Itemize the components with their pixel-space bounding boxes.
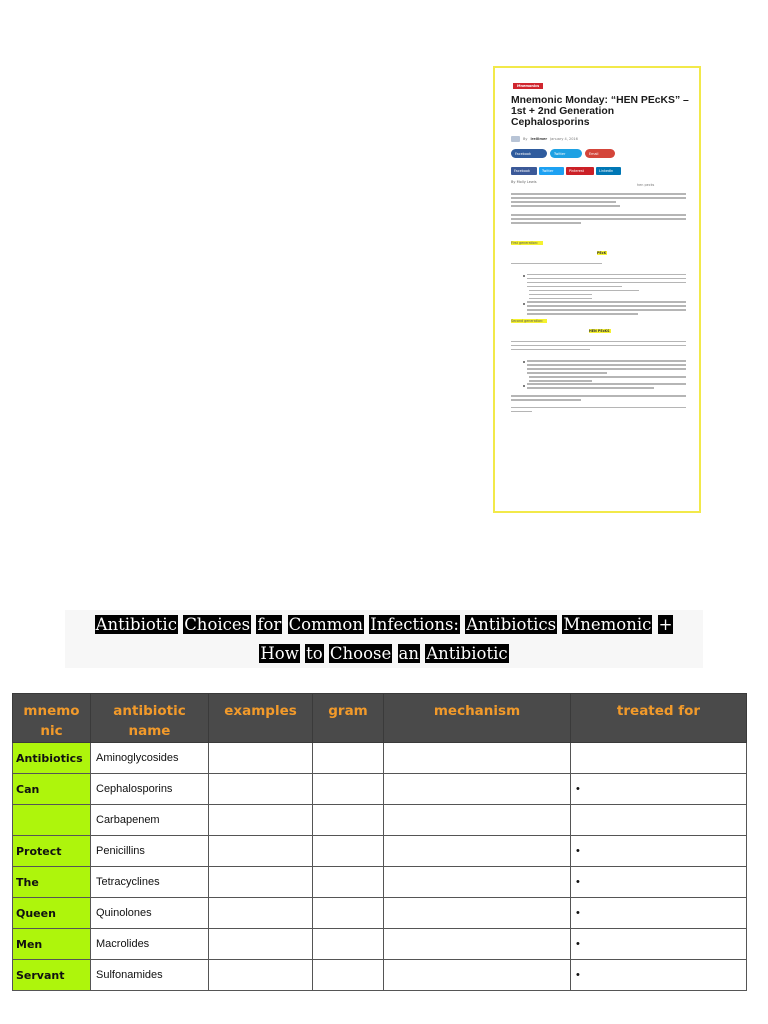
banner (65, 610, 703, 668)
mnemonic-cell: Queen (13, 898, 91, 929)
banner-word: an (398, 644, 419, 663)
email-chip[interactable]: Email (585, 149, 615, 158)
first-gen-mnemonic: PEcK (597, 250, 607, 255)
banner-word: for (257, 615, 282, 634)
share-buttons (511, 167, 686, 175)
table-row (13, 743, 747, 774)
header-treated-for: treated for (571, 694, 747, 743)
mnemonic-cell: Antibiotics (13, 743, 91, 774)
gram-cell[interactable] (313, 929, 384, 960)
table-row (13, 774, 747, 805)
treated-for-cell[interactable]: • (571, 898, 747, 929)
gram-cell[interactable] (313, 743, 384, 774)
mechanism-cell[interactable] (384, 805, 571, 836)
examples-cell[interactable] (209, 929, 313, 960)
byline: By Molly Lewis (511, 180, 537, 184)
banner-word: Choose (329, 644, 392, 663)
article-title[interactable]: Mnemonic Monday: “HEN PEcKS” – 1st + 2nd Generation Cephalosporins (511, 95, 689, 128)
examples-cell[interactable] (209, 898, 313, 929)
examples-cell[interactable] (209, 867, 313, 898)
mechanism-cell[interactable] (384, 929, 571, 960)
share-facebook-button[interactable]: Facebook (511, 167, 537, 175)
banner-word: + (658, 615, 673, 634)
second-gen-mnemonic: HEN PEcKS (589, 328, 610, 333)
banner-word: Antibiotics (466, 615, 557, 634)
gram-cell[interactable] (313, 774, 384, 805)
banner-word: How (260, 644, 299, 663)
treated-for-cell[interactable]: • (571, 960, 747, 991)
treated-for-cell[interactable] (571, 805, 747, 836)
table-row (13, 898, 747, 929)
mnemonic-cell: Protect (13, 836, 91, 867)
first-gen-heading: First generation: (511, 241, 543, 245)
treated-for-cell[interactable]: • (571, 867, 747, 898)
table-row (13, 836, 747, 867)
gram-cell[interactable] (313, 867, 384, 898)
banner-word: Common (288, 615, 363, 634)
second-gen-heading: Second generation: (511, 319, 547, 323)
article-meta (511, 136, 686, 142)
banner-title (65, 610, 703, 668)
table-header-row (13, 694, 747, 743)
antibiotic-name-cell: Penicillins (91, 836, 209, 867)
antibiotic-name-cell: Carbapenem (91, 805, 209, 836)
banner-word: Infections: (370, 615, 459, 634)
antibiotic-name-cell: Quinolones (91, 898, 209, 929)
mnemonic-cell: Servant (13, 960, 91, 991)
follow-chips (511, 149, 686, 158)
banner-word: Mnemonic (563, 615, 652, 634)
mnemonic-cell: Men (13, 929, 91, 960)
treated-for-cell[interactable]: • (571, 836, 747, 867)
banner-word: Antibiotic (95, 615, 177, 634)
treated-for-cell[interactable]: • (571, 774, 747, 805)
twitter-chip[interactable]: Twitter (550, 149, 582, 158)
examples-cell[interactable] (209, 836, 313, 867)
antibiotic-name-cell: Sulfonamides (91, 960, 209, 991)
antibiotic-name-cell: Macrolides (91, 929, 209, 960)
table-row (13, 867, 747, 898)
mechanism-cell[interactable] (384, 743, 571, 774)
treated-for-cell[interactable] (571, 743, 747, 774)
share-linkedin-button[interactable]: LinkedIn (596, 167, 621, 175)
article-image-alt: hen pecks (637, 183, 655, 187)
facebook-chip[interactable]: Facebook (511, 149, 547, 158)
mnemonic-cell (13, 805, 91, 836)
table-row (13, 929, 747, 960)
header-mnemonic: mnemo nic (13, 694, 91, 743)
mnemonic-cell: Can (13, 774, 91, 805)
article-body (511, 193, 686, 412)
gram-cell[interactable] (313, 805, 384, 836)
banner-word: Choices (184, 615, 251, 634)
banner-word: to (306, 644, 323, 663)
gram-cell[interactable] (313, 898, 384, 929)
examples-cell[interactable] (209, 743, 313, 774)
mechanism-cell[interactable] (384, 836, 571, 867)
mechanism-cell[interactable] (384, 774, 571, 805)
treated-for-cell[interactable]: • (571, 929, 747, 960)
mechanism-cell[interactable] (384, 960, 571, 991)
by-label: By (523, 137, 528, 141)
article-thumbnail (493, 66, 701, 513)
mnemonic-cell: The (13, 867, 91, 898)
header-gram: gram (313, 694, 384, 743)
header-mechanism: mechanism (384, 694, 571, 743)
antibiotic-name-cell: Aminoglycosides (91, 743, 209, 774)
gram-cell[interactable] (313, 836, 384, 867)
examples-cell[interactable] (209, 805, 313, 836)
table-row (13, 960, 747, 991)
header-antibiotic-name: antibiotic name (91, 694, 209, 743)
share-twitter-button[interactable]: Twitter (539, 167, 564, 175)
antibiotic-name-cell: Cephalosporins (91, 774, 209, 805)
antibiotic-mnemonic-table (12, 693, 747, 991)
examples-cell[interactable] (209, 960, 313, 991)
examples-cell[interactable] (209, 774, 313, 805)
antibiotic-name-cell: Tetracyclines (91, 867, 209, 898)
share-pinterest-button[interactable]: Pinterest (566, 167, 594, 175)
post-date: January 4, 2016 (550, 137, 578, 141)
mechanism-cell[interactable] (384, 867, 571, 898)
table-row (13, 805, 747, 836)
header-examples: examples (209, 694, 313, 743)
gram-cell[interactable] (313, 960, 384, 991)
author-avatar (511, 136, 520, 142)
author-name[interactable]: lrellimer (530, 137, 548, 141)
category-badge[interactable]: Mnemonics (513, 83, 543, 89)
mechanism-cell[interactable] (384, 898, 571, 929)
banner-word: Antibiotic (426, 644, 508, 663)
